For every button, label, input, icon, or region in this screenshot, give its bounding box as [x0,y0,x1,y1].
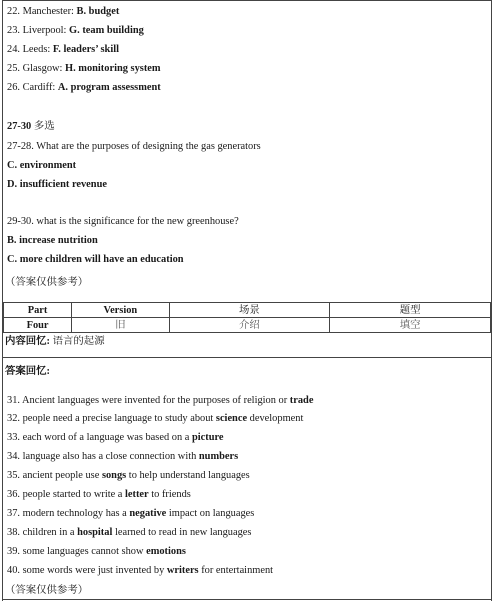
answer-prefix: 22. Manchester: [7,6,77,17]
answer-value: D. insufficient revenue [7,179,107,190]
answer-line-23 [7,24,144,37]
content-recall-value: 语言的起源 [50,336,105,347]
question-29-30: 29-30. what is the significance for the new greenhouse? [7,216,239,227]
multi-choice-label: 多选 [31,121,55,132]
multi-choice-heading [7,120,55,133]
answer-line-35 [7,469,250,482]
answer-line-25 [7,62,161,75]
answer-text: 39. some languages cannot show [7,546,147,557]
answer-text: 34. language also has a close connection with [7,451,199,462]
answer-value: H. monitoring system [65,63,161,74]
answer-keyword: picture [191,432,224,443]
answer-line-32 [7,412,303,425]
answer-keyword: songs [101,470,127,481]
answer-prefix: 26. Cardiff: [7,82,58,93]
answer-keyword: hospital [77,527,113,538]
answer-keyword: trade [289,395,314,406]
answer-keyword: letter [125,489,149,500]
answer-keyword: science [215,413,248,424]
answer-text: learned to read in new languages [112,527,252,538]
answer-keyword: negative [129,508,167,519]
answer-text: 36. people started to write a [7,489,126,500]
header-question-type: 题型 [330,303,491,318]
table-header-row [4,303,491,318]
multi-choice-range: 27-30 [7,121,32,132]
answer-line-34 [7,450,238,463]
answer-29-30-first [7,234,98,247]
header-part: Part [4,303,72,318]
answer-recall-heading: 答案回忆: [5,366,51,377]
reference-note-bottom: （答案仅供参考） [5,585,89,596]
answer-text: for entertainment [198,565,274,576]
answer-text: to help understand languages [126,470,250,481]
answer-value: B. increase nutrition [7,235,98,246]
answer-text: 35. ancient people use [7,470,102,481]
answer-sheet [2,0,492,601]
answer-27-28-second [7,178,107,191]
answer-value: F. leaders’ skill [52,44,119,55]
table-row [4,318,491,333]
content-recall [5,335,105,348]
answer-line-37 [7,507,254,520]
answer-line-38 [7,526,251,539]
top-rule [3,0,491,1]
answer-29-30-second [7,253,184,266]
cell-scene: 介绍 [169,318,330,333]
cell-question-type: 填空 [330,318,491,333]
cell-version: 旧 [72,318,169,333]
answer-line-31 [7,394,313,407]
answer-line-36 [7,488,191,501]
answer-text: 33. each word of a language was based on a [7,432,192,443]
answer-value: C. environment [7,160,77,171]
part-info-table [3,302,491,333]
answer-keyword: emotions [146,546,186,557]
cell-part: Four [4,318,72,333]
bottom-rule [3,599,491,600]
answer-value: G. team building [69,25,144,36]
answer-line-24 [7,43,119,56]
answer-line-39 [7,545,186,558]
header-version: Version [72,303,169,318]
answer-line-26 [7,81,161,94]
answer-keyword: writers [166,565,199,576]
answer-27-28-first [7,159,76,172]
answer-prefix: 24. Leeds: [7,44,53,55]
answer-value: C. more children will have an education [7,254,184,265]
answer-prefix: 23. Liverpool: [7,25,70,36]
answer-text: 32. people need a precise language to study about [7,413,216,424]
answer-recall-label [5,365,50,378]
answer-line-22 [7,5,119,18]
reference-note: （答案仅供参考） [5,277,89,288]
answer-text: to friends [148,489,191,500]
question-27-28: 27-28. What are the purposes of designing the gas generators [7,141,261,152]
answer-text: 31. Ancient languages were invented for the purposes of religion or [7,395,290,406]
answer-value: A. program assessment [57,82,161,93]
answer-line-33 [7,431,224,444]
answer-prefix: 25. Glasgow: [7,63,66,74]
content-recall-label: 内容回忆: [5,336,51,347]
answer-text: development [247,413,304,424]
answer-text: impact on languages [166,508,255,519]
section-divider [3,357,491,358]
answer-text: 37. modern technology has a [7,508,130,519]
answer-line-40 [7,564,273,577]
answer-text: 38. children in a [7,527,78,538]
header-scene: 场景 [169,303,330,318]
answer-text: 40. some words were just invented by [7,565,167,576]
answer-value: B. budget [76,6,120,17]
answer-keyword: numbers [198,451,239,462]
